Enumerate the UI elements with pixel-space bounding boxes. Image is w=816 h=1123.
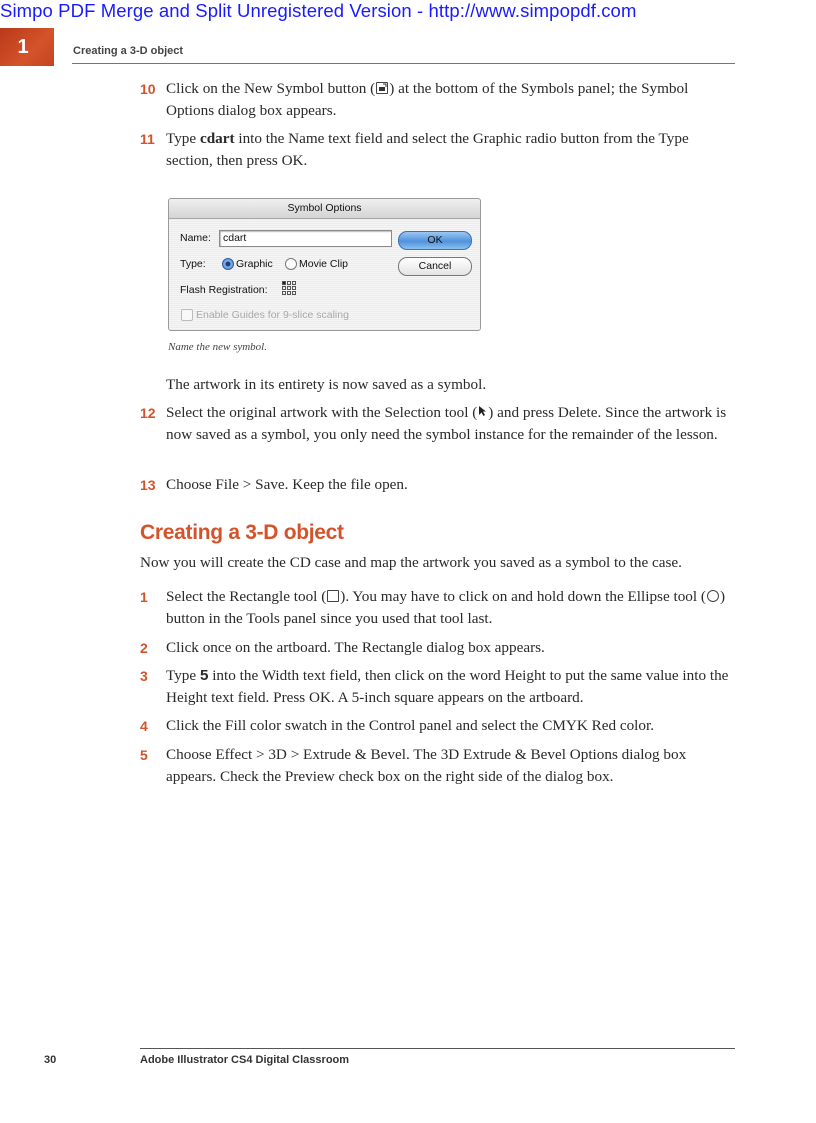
ellipse-tool-icon xyxy=(707,590,719,602)
step-number: 10 xyxy=(140,81,156,97)
step-11 xyxy=(140,128,730,172)
rectangle-tool-icon xyxy=(327,590,339,602)
guides-label: Enable Guides for 9-slice scaling xyxy=(196,309,349,321)
step-text: Type 5 into the Width text field, then click on the word Height to put the same value into the Height text field. Press OK. A 5-inch square appears on the artboard. xyxy=(166,667,729,706)
step-text: Choose Effect > 3D > Extrude & Bevel. The 3D Extrude & Bevel Options dialog box appears. Check the Preview check box on the right side of the dialog box. xyxy=(166,746,687,785)
step-4 xyxy=(140,715,730,737)
name-input[interactable]: cdart xyxy=(219,230,392,247)
selection-tool-icon xyxy=(478,406,487,418)
name-label: Name: xyxy=(180,232,211,244)
step-number: 11 xyxy=(140,131,155,147)
registration-grid[interactable] xyxy=(282,281,296,295)
step-text: Type cdart into the Name text field and select the Graphic radio button from the Type section, then press OK. xyxy=(166,130,689,169)
step-text: Select the original artwork with the Selection tool ( ) and press Delete. Since the artwork is now saved as a symbol, you only need the symbol instance for the remainder of the lesson. xyxy=(166,404,727,443)
step-number: 2 xyxy=(140,640,148,656)
step-13 xyxy=(140,474,730,496)
step-text: Click the Fill color swatch in the Control panel and select the CMYK Red color. xyxy=(166,717,655,734)
new-symbol-icon xyxy=(376,82,388,94)
guides-checkbox[interactable] xyxy=(181,309,193,321)
movie-clip-label: Movie Clip xyxy=(299,258,349,270)
running-head: Creating a 3-D object xyxy=(73,45,184,57)
step-text: Choose File > Save. Keep the file open. xyxy=(166,476,408,493)
chapter-number: 1 xyxy=(17,35,29,58)
ok-button[interactable]: OK xyxy=(398,231,472,250)
step-number: 4 xyxy=(140,718,148,734)
step-number: 12 xyxy=(140,405,156,421)
chapter-tab xyxy=(0,28,54,66)
graphic-radio[interactable] xyxy=(222,258,234,270)
figure-caption: Name the new symbol. xyxy=(168,341,267,353)
step-number: 13 xyxy=(140,477,156,493)
graphic-label: Graphic xyxy=(236,258,273,270)
step-5 xyxy=(140,744,730,788)
step-3 xyxy=(140,665,730,709)
section-heading: Creating a 3-D object xyxy=(140,521,344,544)
section-intro: Now you will create the CD case and map the artwork you saved as a symbol to the case. xyxy=(140,554,682,571)
page-number: 30 xyxy=(44,1054,57,1066)
step-number: 5 xyxy=(140,747,148,763)
step-10 xyxy=(140,78,730,122)
watermark-banner: Simpo PDF Merge and Split Unregistered Version - http://www.simpopdf.com xyxy=(0,0,637,21)
step-1 xyxy=(140,586,730,630)
step-2 xyxy=(140,637,730,659)
dialog-title: Symbol Options xyxy=(169,199,480,219)
step-number: 3 xyxy=(140,668,148,684)
flash-registration-label: Flash Registration: xyxy=(180,284,268,296)
step-text: Select the Rectangle tool ( ). You may have to click on and hold down the Ellipse tool ( ) button in the Tools panel since you used that tool last. xyxy=(166,588,726,627)
after-dialog-text: The artwork in its entirety is now saved as a symbol. xyxy=(166,376,487,393)
step-number: 1 xyxy=(140,589,148,605)
step-12 xyxy=(140,402,730,446)
footer-rule xyxy=(140,1048,735,1049)
cancel-button[interactable]: Cancel xyxy=(398,257,472,276)
movie-clip-radio[interactable] xyxy=(285,258,297,270)
step-text: Click on the New Symbol button ( ) at the bottom of the Symbols panel; the Symbol Options dialog box appears. xyxy=(166,80,689,119)
symbol-options-dialog xyxy=(168,198,481,331)
step-text: Click once on the artboard. The Rectangle dialog box appears. xyxy=(166,639,545,656)
book-title: Adobe Illustrator CS4 Digital Classroom xyxy=(140,1054,350,1066)
type-label: Type: xyxy=(180,258,206,270)
header-rule xyxy=(72,63,735,64)
